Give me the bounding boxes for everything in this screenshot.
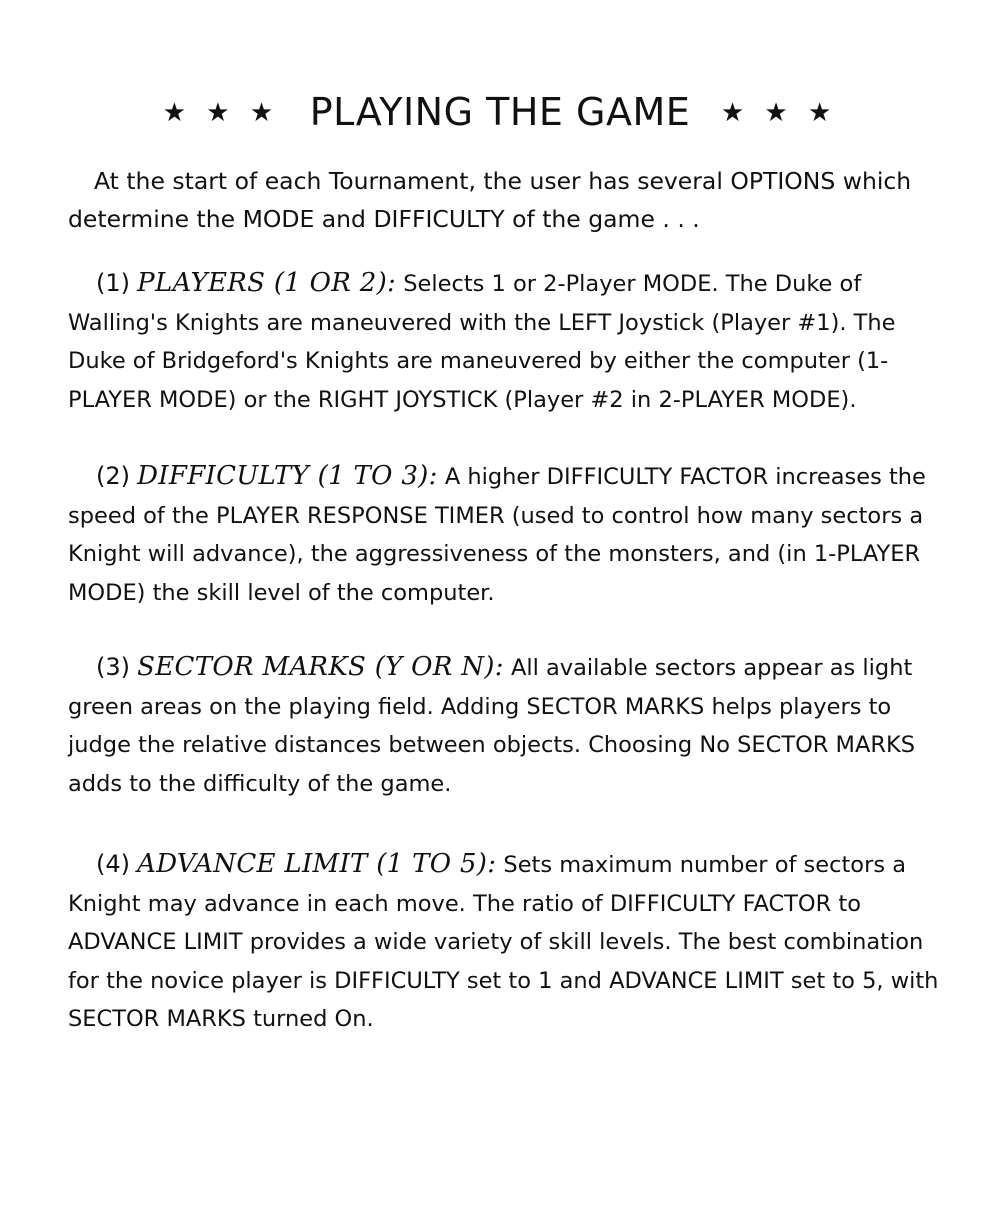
option-heading: PLAYERS (1 OR 2):: [137, 268, 397, 298]
option-number: (2): [96, 462, 130, 490]
intro-line-1: At the start of each Tournament, the user has several OPTIONS which: [94, 167, 912, 195]
intro-line-2: determine the MODE and DIFFICULTY of the game . . .: [68, 205, 700, 233]
option-heading: SECTOR MARKS (Y OR N):: [137, 652, 504, 682]
option-body: A higher DIFFICULTY FACTOR increases the speed of the PLAYER RESPONSE TIMER (used to control how many sectors a Knight will advance), the aggressiveness of the monsters, and (in 1-PLAYER MODE) the skill level of the computer.: [68, 464, 926, 606]
option-number: (3): [96, 653, 130, 681]
option-heading: ADVANCE LIMIT (1 TO 5):: [137, 849, 497, 879]
option-body: Selects 1 or 2-Player MODE. The Duke of Walling's Knights are maneuvered with the LEFT Joystick (Player #1). The Duke of Bridgeford's Knights are maneuvered by either the computer (1-PLAYER MODE) or the RIGHT JOYSTICK (Player #2 in 2-PLAYER MODE).: [68, 271, 896, 413]
option-body: All available sectors appear as light green areas on the playing field. Adding SECTOR MARKS helps players to judge the relative distances between objects. Choosing No SECTOR MARKS adds to the difficulty of the game.: [68, 655, 916, 797]
option-advance-limit: [68, 845, 948, 1039]
option-players: [68, 264, 948, 419]
stars-left-icon: ★ ★ ★: [162, 98, 280, 128]
page-title: [0, 88, 1000, 137]
option-body: Sets maximum number of sectors a Knight may advance in each move. The ratio of DIFFICULTY FACTOR to ADVANCE LIMIT provides a wide variety of skill levels. The best combination for the novice player is DIFFICULTY set to 1 and ADVANCE LIMIT set to 5, with SECTOR MARKS turned On.: [68, 852, 939, 1032]
option-sector-marks: [68, 648, 948, 803]
intro-paragraph: [68, 162, 948, 238]
stars-right-icon: ★ ★ ★: [720, 98, 838, 128]
option-number: (4): [96, 850, 130, 878]
page-title-text: PLAYING THE GAME: [309, 90, 691, 134]
option-number: (1): [96, 269, 130, 297]
option-difficulty: [68, 457, 948, 612]
option-heading: DIFFICULTY (1 TO 3):: [137, 461, 438, 491]
